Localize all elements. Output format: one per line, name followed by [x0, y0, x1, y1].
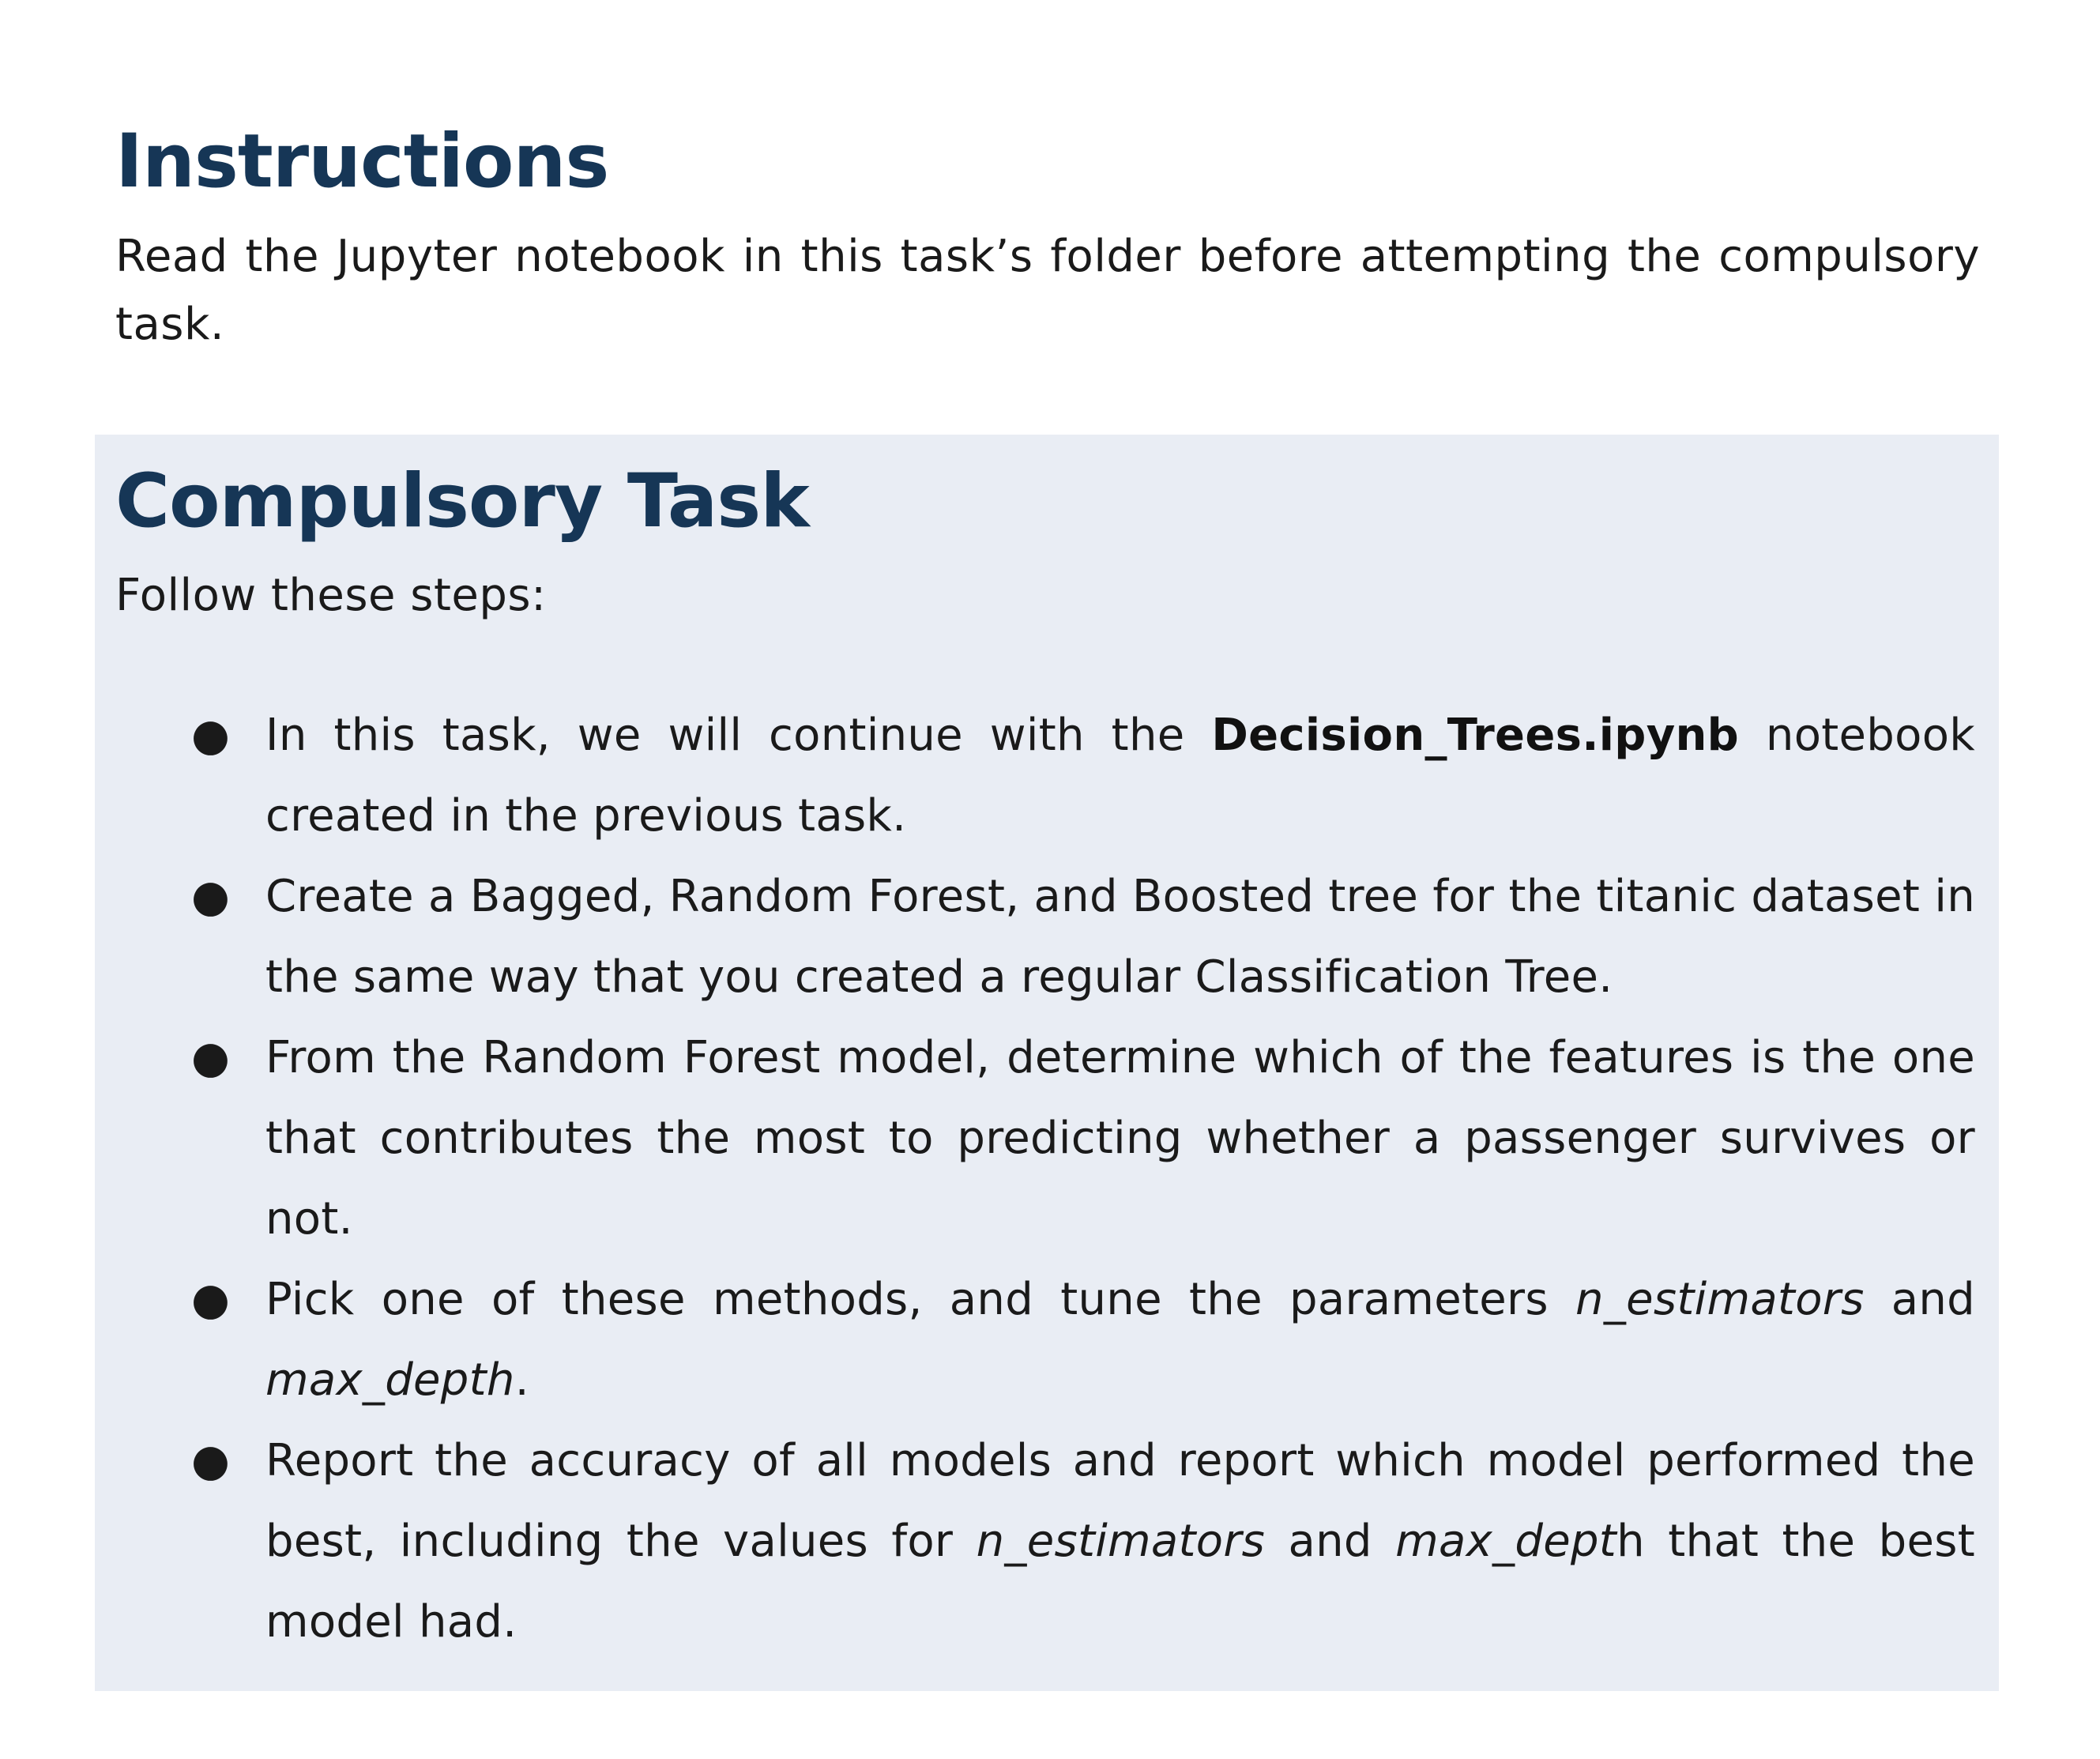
task-step-1: [95, 695, 1999, 857]
param-n-estimators: n_estimators: [1575, 1274, 1865, 1325]
step-text: In this task, we will continue with the: [265, 710, 1212, 761]
step-text: Report the accuracy of all models and report which model performed the best, including the values for: [265, 1435, 1975, 1567]
step-text: .: [514, 1354, 529, 1406]
param-n-estimators: n_estimators: [976, 1516, 1266, 1567]
task-steps-list: [95, 695, 1999, 1663]
step-text: Pick one of these methods, and tune the parameters: [265, 1274, 1576, 1325]
task-step-2: [95, 857, 1999, 1018]
task-step-5: [95, 1421, 1999, 1663]
step-text: h that the best model had.: [265, 1516, 1975, 1648]
step-text: Create a Bagged, Random Forest, and Boosted tree for the titanic dataset in the same way that you created a regular Classification Tree.: [265, 871, 1975, 1003]
step-text: From the Random Forest model, determine which of the features is the one that contributes the most to predicting whether a passenger survives or not.: [265, 1032, 1975, 1245]
param-max-depth: max_dept: [1395, 1516, 1617, 1567]
param-max-depth: max_depth: [265, 1354, 515, 1406]
compulsory-task-heading: Compulsory Task: [115, 458, 809, 544]
step-text: and: [1265, 1516, 1396, 1567]
bullet-icon: ●: [191, 1032, 231, 1083]
step-text: notebook created in the previous task.: [265, 710, 1975, 842]
bullet-icon: ●: [191, 1274, 231, 1325]
task-intro-text: Follow these steps:: [115, 570, 547, 621]
bullet-icon: ●: [191, 1435, 231, 1486]
step-text: and: [1864, 1274, 1976, 1325]
notebook-filename: Decision_Trees.ipynb: [1211, 710, 1740, 761]
task-step-4: [95, 1260, 1999, 1421]
bullet-icon: ●: [191, 871, 231, 922]
task-step-3: [95, 1018, 1999, 1260]
compulsory-task-box: [95, 435, 1999, 1691]
instructions-heading: Instructions: [115, 119, 609, 205]
bullet-icon: ●: [191, 710, 231, 761]
instructions-paragraph: Read the Jupyter notebook in this task’s folder before attempting the compulsory task.: [115, 231, 1980, 350]
